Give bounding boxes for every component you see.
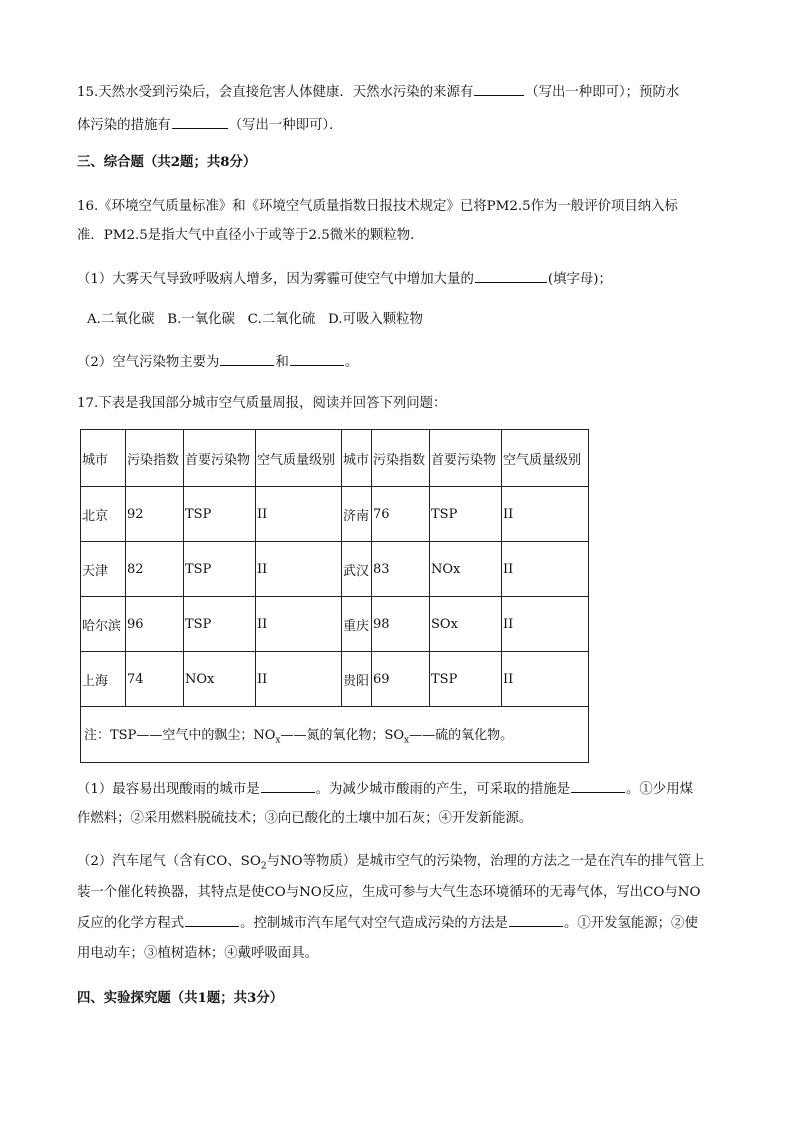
q15-text-b: （写出一种即可）；预防水 (525, 85, 680, 100)
note-sub-x: x (404, 735, 410, 746)
q17-p2-text-d: 。控制城市汽车尾气对空气造成污染的方法是 (240, 916, 508, 931)
table-cell: II (502, 487, 589, 542)
q17-intro: 17.下表是我国部分城市空气质量周报，阅读并回答下列问题： (77, 396, 447, 411)
table-cell: 重庆 (342, 597, 372, 652)
table-cell: 83 (372, 542, 430, 597)
table-cell: 76 (372, 487, 430, 542)
q17-p1-text-b: 。为减少城市酸雨的产生，可采取的措施是 (315, 782, 571, 797)
table-cell: TSP (184, 542, 256, 597)
table-cell: TSP (430, 652, 502, 707)
table-cell: 上海 (81, 652, 126, 707)
table-cell: II (256, 597, 342, 652)
q17-part1-line2: 作燃料；②采用燃料脱硫技术；③向已酸化的土壤中加石灰；④开发新能源。 (77, 811, 533, 826)
answer-blank[interactable] (185, 914, 239, 927)
table-cell: 92 (126, 487, 184, 542)
q17-p1-text-a: （1）最容易出现酸雨的城市是 (77, 782, 260, 797)
table-cell: 哈尔滨 (81, 597, 126, 652)
table-cell: II (256, 487, 342, 542)
table-row (81, 652, 589, 707)
table-cell: II (502, 542, 589, 597)
q17-p2-text-c: 反应的化学方程式 (77, 916, 185, 931)
table-row (81, 487, 589, 542)
table-row (81, 542, 589, 597)
q17-part2-line4: 用电动车；③植树造林；④戴呼吸面具。 (77, 946, 319, 961)
table-header-row (81, 430, 589, 487)
header-cell: 污染指数 (372, 430, 430, 487)
q16-p2-and: 和 (275, 355, 289, 370)
table-cell: II (256, 652, 342, 707)
q17-p1-text-c: 。①少用煤 (626, 782, 693, 797)
table-cell: NOx (184, 652, 256, 707)
q16-part2 (77, 353, 358, 372)
answer-blank[interactable] (261, 780, 315, 793)
section-4-heading: 四、实验探究题（共1题；共3分） (77, 990, 284, 1006)
table-cell: TSP (430, 487, 502, 542)
answer-blank[interactable] (475, 270, 547, 283)
table-cell: 69 (372, 652, 430, 707)
q17-p2-text-a: （2）汽车尾气（含有CO、SO (77, 854, 261, 869)
q15-text-d: （写出一种即可）． (228, 118, 343, 133)
q16-p1-suffix: (填字母)； (547, 272, 612, 287)
q15-line2 (77, 116, 343, 135)
q16-line2: 准．PM2.5是指大气中直径小于或等于2.5微米的颗粒物． (77, 228, 424, 243)
table-cell: 96 (126, 597, 184, 652)
table-cell: 74 (126, 652, 184, 707)
table-cell: II (502, 652, 589, 707)
q16-options: A.二氧化碳 B.一氧化碳 C.二氧化硫 D.可吸入颗粒物 (87, 312, 423, 327)
answer-blank[interactable] (290, 353, 344, 366)
note-sub-x: x (275, 735, 281, 746)
table-cell: SOx (430, 597, 502, 652)
table-cell: II (502, 597, 589, 652)
q16-part1 (77, 270, 612, 289)
answer-blank[interactable] (220, 353, 274, 366)
q17-p2-sub: 2 (260, 861, 267, 872)
header-cell: 首要污染物 (430, 430, 502, 487)
note-text-c: ——硫的氧化物。 (409, 727, 514, 743)
header-cell: 城市 (81, 430, 126, 487)
answer-blank[interactable] (172, 116, 228, 129)
header-cell: 空气质量级别 (256, 430, 342, 487)
table-cell: II (256, 542, 342, 597)
city-air-quality-table (80, 429, 589, 763)
q15-text-a: 15.天然水受到污染后，会直接危害人体健康．天然水污染的来源有 (77, 85, 474, 100)
table-cell: TSP (184, 487, 256, 542)
q17-part1-line1 (77, 780, 693, 799)
table-note-row (81, 707, 589, 763)
q16-p2-end: 。 (344, 355, 359, 370)
q17-p2-text-b: 与NO等物质）是城市空气的污染物，治理的方法之一是在汽车的排气管上 (266, 854, 705, 869)
q15-line1 (77, 83, 679, 102)
q17-part2-line3 (77, 914, 698, 933)
q17-p2-text-e: 。①开发氢能源；②使 (563, 916, 698, 931)
header-cell: 首要污染物 (184, 430, 256, 487)
answer-blank[interactable] (509, 914, 563, 927)
table-row (81, 597, 589, 652)
answer-blank[interactable] (474, 83, 524, 96)
section-3-heading: 三、综合题（共2题；共8分） (77, 154, 257, 170)
q17-part2-line1 (77, 853, 704, 876)
header-cell: 城市 (342, 430, 372, 487)
table-note (81, 707, 589, 763)
table-cell: 武汉 (342, 542, 372, 597)
answer-blank[interactable] (571, 780, 625, 793)
q16-p2-text: （2）空气污染物主要为 (77, 355, 220, 370)
q15-text-c: 体污染的措施有 (77, 118, 171, 133)
q16-p1-text: （1）大雾天气导致呼吸病人增多，因为雾霾可使空气中增加大量的 (77, 272, 474, 287)
q17-part2-line2: 装一个催化转换器，其特点是使CO与NO反应，生成可参与大气生态环境循环的无毒气体，写出CO与NO (77, 885, 701, 900)
q16-line1: 16.《环境空气质量标准》和《环境空气质量指数日报技术规定》已将PM2.5作为一般评价项目纳入标 (77, 199, 678, 214)
table-cell: NOx (430, 542, 502, 597)
table-cell: TSP (184, 597, 256, 652)
table-cell: 82 (126, 542, 184, 597)
table-cell: 贵阳 (342, 652, 372, 707)
table-cell: 北京 (81, 487, 126, 542)
table-cell: 98 (372, 597, 430, 652)
table-cell: 济南 (342, 487, 372, 542)
header-cell: 空气质量级别 (502, 430, 589, 487)
note-text-a: 注：TSP——空气中的飘尘；NO (84, 727, 276, 743)
header-cell: 污染指数 (126, 430, 184, 487)
table-cell: 天津 (81, 542, 126, 597)
note-text-b: ——氮的氧化物；SO (280, 727, 405, 743)
